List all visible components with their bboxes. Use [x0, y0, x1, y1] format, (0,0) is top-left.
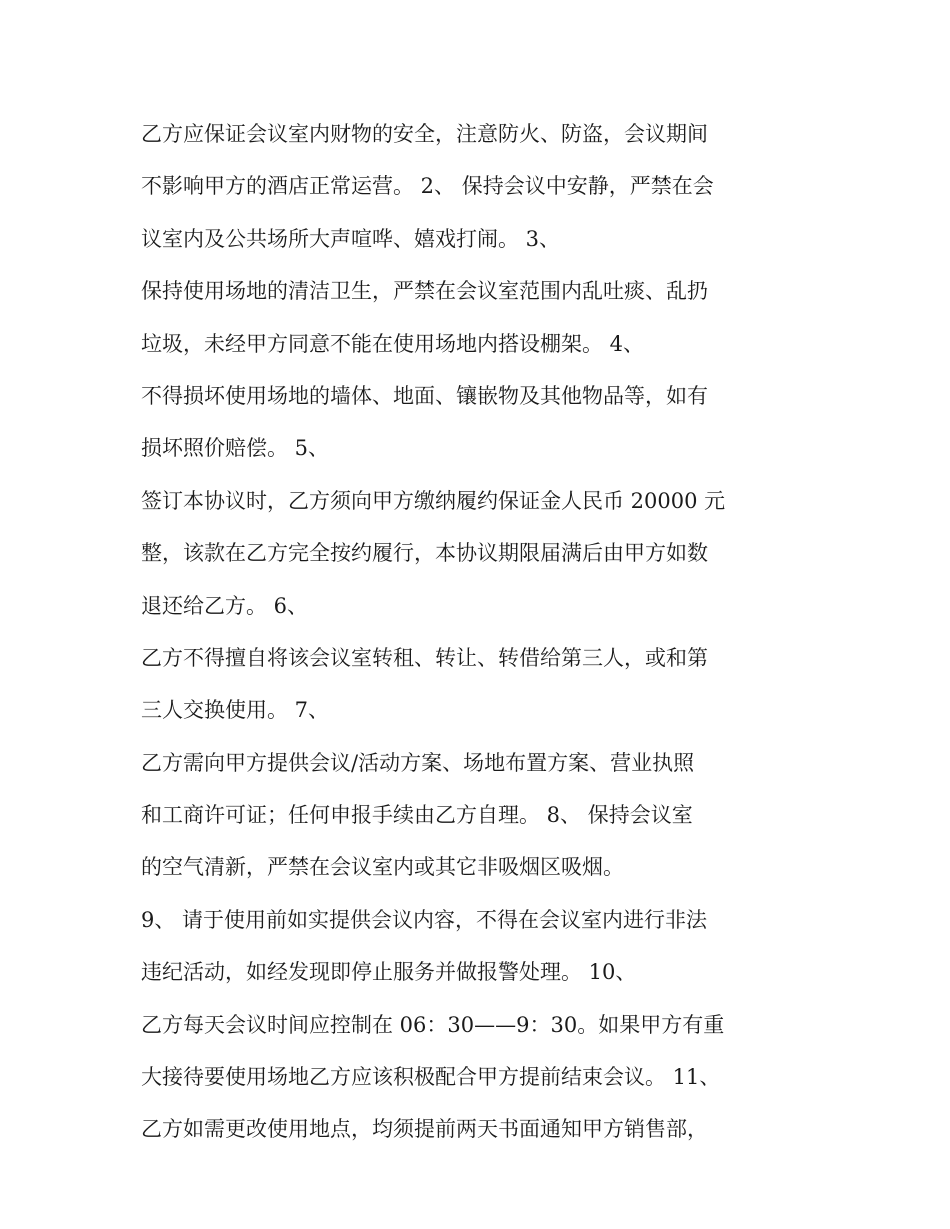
text-line: 整，该款在乙方完全按约履行，本协议期限届满后由甲方如数	[141, 541, 708, 566]
text-line: 损坏照价赔偿。 5、	[141, 436, 330, 461]
text-line: 乙方应保证会议室内财物的安全，注意防火、防盗，会议期间	[141, 122, 708, 146]
text-line: 签订本协议时，乙方须向甲方缴纳履约保证金人民币 20000 元	[141, 488, 726, 513]
text-line: 9、 请于使用前如实提供会议内容，不得在会议室内进行非法	[141, 907, 708, 932]
text-line: 乙方不得擅自将该会议室转租、转让、转借给第三人，或和第	[141, 645, 708, 670]
text-line: 保持使用场地的清洁卫生，严禁在会议室范围内乱吐痰、乱扔	[141, 279, 708, 304]
text-line: 退还给乙方。 6、	[141, 593, 309, 618]
text-line: 的空气清新，严禁在会议室内或其它非吸烟区吸烟。	[141, 855, 624, 880]
text-line: 乙方每天会议时间应控制在 06：30——9：30。如果甲方有重	[141, 1012, 725, 1037]
text-line: 不影响甲方的酒店正常运营。 2、 保持会议中安静，严禁在会	[141, 174, 714, 199]
text-line: 不得损坏使用场地的墙体、地面、镶嵌物及其他物品等，如有	[141, 383, 708, 408]
text-line: 和工商许可证；任何申报手续由乙方自理。 8、 保持会议室	[141, 803, 693, 828]
text-line: 垃圾，未经甲方同意不能在使用场地内搭设棚架。 4、	[141, 331, 645, 356]
text-line: 乙方需向甲方提供会议/活动方案、场地布置方案、营业执照	[141, 750, 695, 775]
document-body	[141, 108, 821, 1156]
text-line: 议室内及公共场所大声喧哗、嬉戏打闹。 3、	[141, 226, 561, 251]
text-line: 违纪活动，如经发现即停止服务并做报警处理。 10、	[141, 960, 637, 985]
text-line: 乙方如需更改使用地点，均须提前两天书面通知甲方销售部，	[141, 1117, 708, 1142]
text-line: 三人交换使用。 7、	[141, 698, 330, 723]
text-line: 大接待要使用场地乙方应该积极配合甲方提前结束会议。 11、	[141, 1065, 721, 1090]
